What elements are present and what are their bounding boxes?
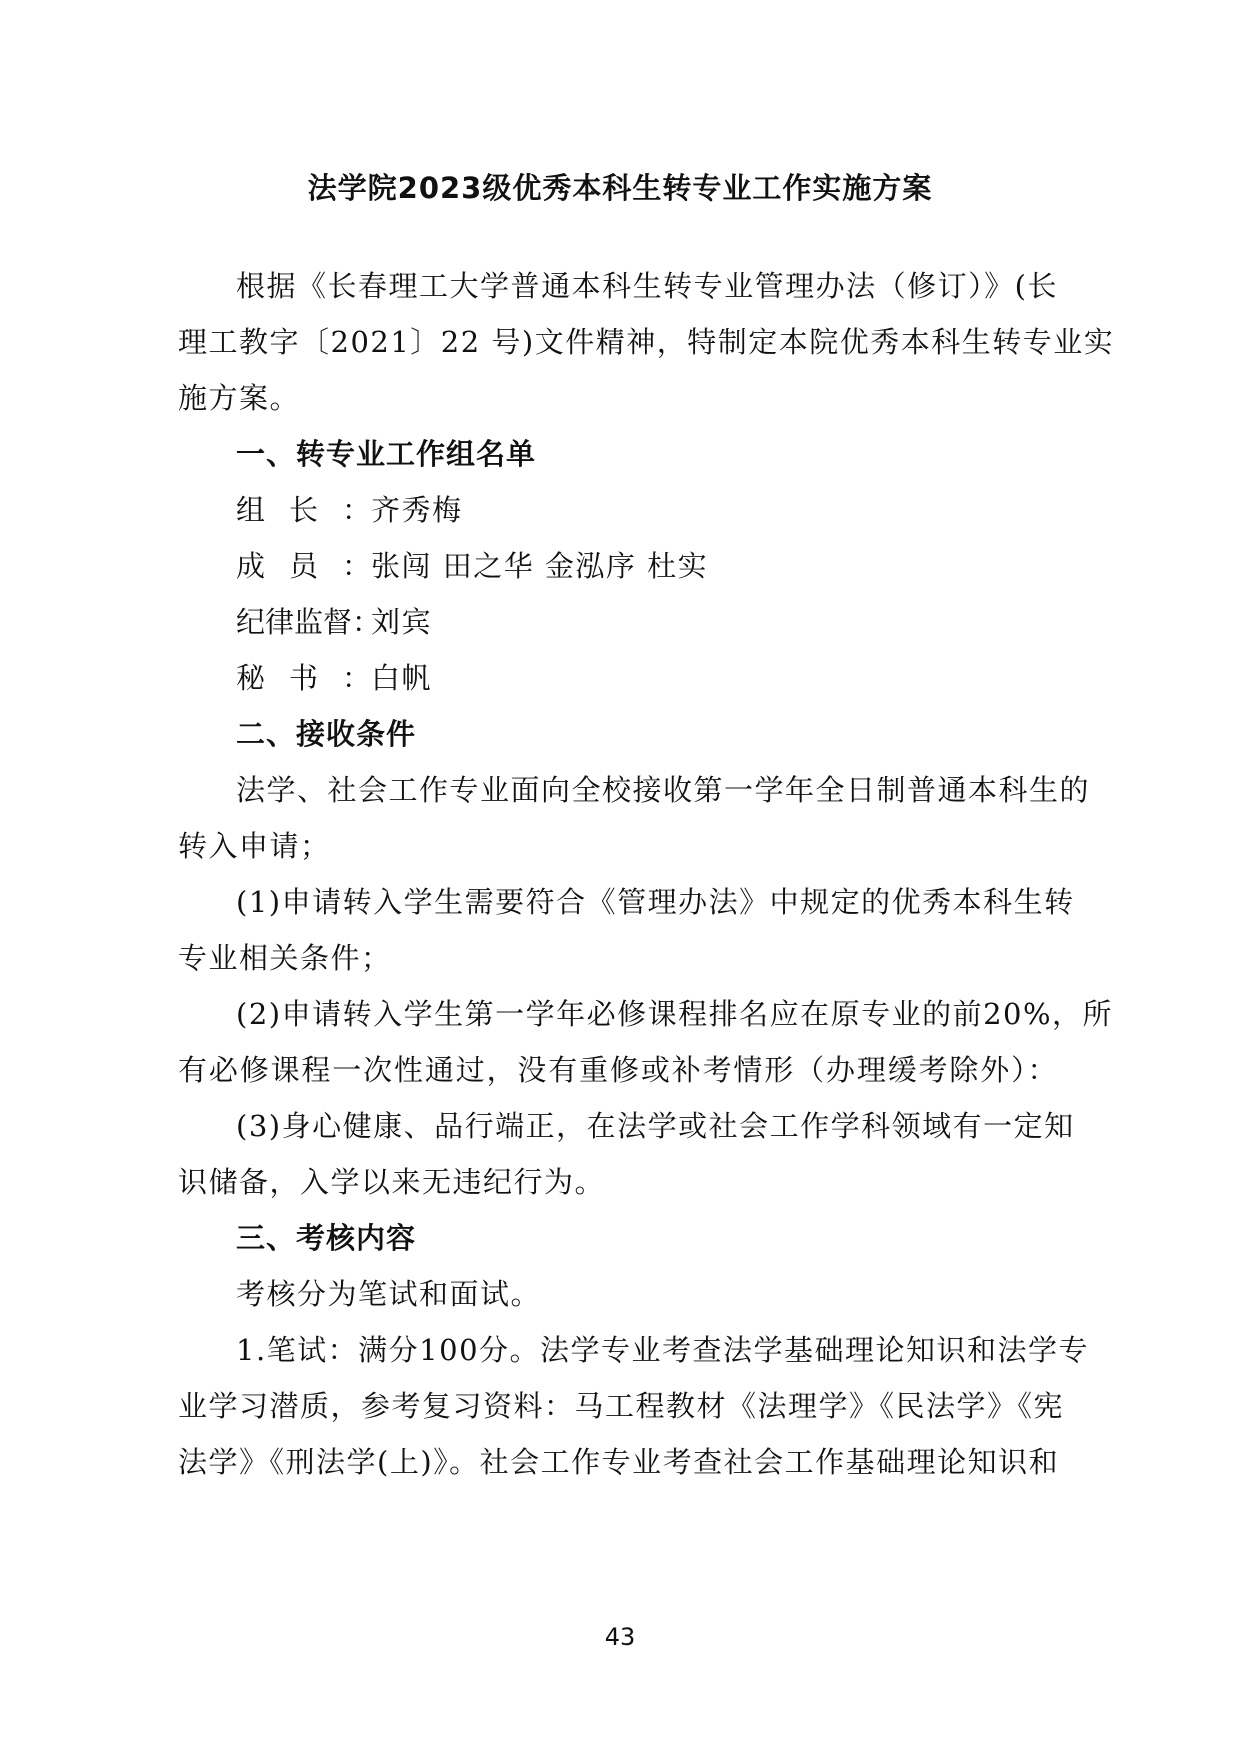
condition-item-1-cont: 专业相关条件； bbox=[178, 941, 392, 975]
member-label: 组长： bbox=[236, 493, 371, 527]
section-heading-3: 三、考核内容 bbox=[236, 1221, 417, 1255]
member-value: 刘宾 bbox=[371, 605, 433, 639]
intro-line: 根据《长春理工大学普通本科生转专业管理办法（修订）》(长 bbox=[236, 269, 1058, 303]
member-row bbox=[236, 658, 432, 698]
member-row bbox=[236, 602, 432, 642]
page-number: 43 bbox=[604, 1623, 636, 1651]
document-title: 法学院2023级优秀本科生转专业工作实施方案 bbox=[307, 171, 933, 205]
paragraph-line: 法学、社会工作专业面向全校接收第一学年全日制普通本科生的 bbox=[236, 773, 1091, 807]
condition-item-3-cont: 识储备，入学以来无违纪行为。 bbox=[178, 1165, 606, 1199]
condition-item-1: (1)申请转入学生需要符合《管理办法》中规定的优秀本科生转 bbox=[236, 885, 1075, 919]
section-heading-2: 二、接收条件 bbox=[236, 717, 417, 751]
member-row bbox=[236, 490, 463, 530]
paragraph-line: 转入申请； bbox=[178, 829, 331, 863]
member-row bbox=[236, 546, 708, 586]
condition-item-2-cont: 有必修课程一次性通过，没有重修或补考情形（办理缓考除外）： bbox=[178, 1053, 1058, 1087]
member-value: 齐秀梅 bbox=[371, 493, 463, 527]
intro-line: 理工教字〔2021〕22 号)文件精神，特制定本院优秀本科生转专业实 bbox=[178, 325, 1115, 359]
intro-line: 施方案。 bbox=[178, 381, 301, 415]
condition-item-2: (2)申请转入学生第一学年必修课程排名应在原专业的前20%，所 bbox=[236, 997, 1114, 1031]
member-value: 张闯 田之华 金泓序 杜实 bbox=[371, 549, 709, 583]
member-label: 成员： bbox=[236, 549, 371, 583]
member-label: 纪律监督： bbox=[236, 605, 382, 639]
paragraph-line: 1.笔试：满分100分。法学专业考查法学基础理论知识和法学专 bbox=[236, 1333, 1090, 1367]
paragraph-line: 法学》《刑法学(上)》。社会工作专业考查社会工作基础理论知识和 bbox=[178, 1445, 1060, 1479]
member-value: 白帆 bbox=[371, 661, 433, 695]
member-label: 秘书： bbox=[236, 661, 371, 695]
condition-item-3: (3)身心健康、品行端正，在法学或社会工作学科领域有一定知 bbox=[236, 1109, 1075, 1143]
section-heading-1: 一、转专业工作组名单 bbox=[236, 437, 537, 471]
paragraph-line: 业学习潜质，参考复习资料：马工程教材《法理学》《民法学》《宪 bbox=[178, 1389, 1065, 1423]
paragraph-line: 考核分为笔试和面试。 bbox=[236, 1277, 542, 1311]
